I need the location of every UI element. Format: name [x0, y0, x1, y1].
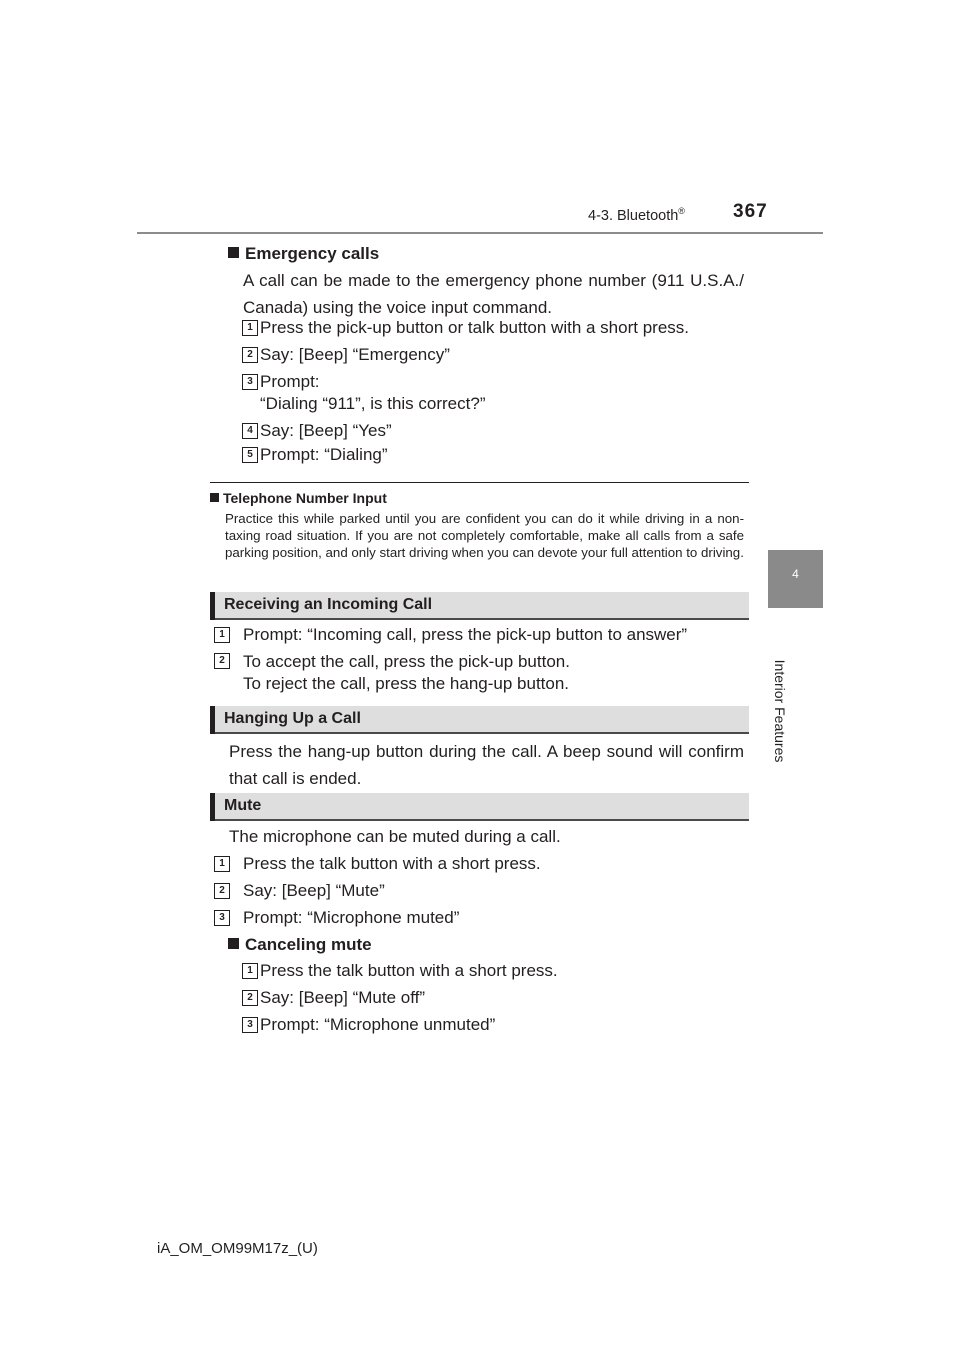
document-code: iA_OM_OM99M17z_(U)	[157, 1240, 318, 1257]
receiving-step-1: Prompt: “Incoming call, press the pick-up button to answer”	[243, 625, 688, 644]
section-header	[588, 206, 685, 224]
heading-edge	[210, 793, 215, 821]
emergency-title	[228, 240, 379, 267]
emergency-step-5: Prompt: “Dialing”	[260, 445, 388, 464]
step-number-icon: 5	[242, 447, 258, 463]
receiving-step-2-line2: To reject the call, press the hang-up button.	[243, 674, 570, 693]
cancel-step-3: Prompt: “Microphone unmuted”	[260, 1015, 496, 1034]
section-heading-mute	[210, 793, 749, 821]
registered-mark: ®	[678, 206, 685, 216]
mute-step-1: Press the talk button with a short press.	[243, 854, 541, 873]
note-divider	[210, 482, 749, 483]
emergency-step-3-line2: “Dialing “911”, is this correct?”	[260, 394, 486, 413]
section-heading-hangup	[210, 706, 749, 734]
note-title	[210, 490, 387, 506]
step-number-icon: 2	[242, 347, 258, 363]
emergency-title-text: Emergency calls	[245, 244, 380, 263]
step-number-icon: 1	[214, 627, 230, 643]
cancel-mute-title	[228, 931, 372, 958]
heading-label: Hanging Up a Call	[224, 710, 361, 727]
chapter-tab-number: 4	[792, 567, 799, 581]
note-title-text: Telephone Number Input	[223, 490, 387, 506]
step-number-icon: 2	[214, 883, 230, 899]
mute-intro: The microphone can be muted during a call.	[229, 827, 561, 846]
cancel-step-2: Say: [Beep] “Mute off”	[260, 988, 426, 1007]
step-number-icon: 2	[242, 990, 258, 1006]
emergency-intro: A call can be made to the emergency phone number (911 U.S.A./ Canada) using the voice input command.	[243, 271, 744, 317]
step-number-icon: 1	[242, 320, 258, 336]
step-number-icon: 3	[214, 910, 230, 926]
heading-label: Mute	[224, 797, 262, 814]
receiving-step-2: To accept the call, press the pick-up button.	[243, 652, 570, 671]
step-number-icon: 3	[242, 1017, 258, 1033]
emergency-step-4: Say: [Beep] “Yes”	[260, 421, 392, 440]
heading-edge	[210, 592, 215, 620]
emergency-step-3: Prompt:	[260, 372, 320, 391]
cancel-mute-title-text: Canceling mute	[245, 935, 372, 954]
section-heading-receiving	[210, 592, 749, 620]
step-number-icon: 1	[242, 963, 258, 979]
note-body: Practice this while parked until you are confident you can do it while driving in a non-taxing road situation. If you are not completely comfortable, make all calls from a safe parking position, and only start driving when you can devote your full attention to driving.	[225, 511, 744, 560]
cancel-step-1: Press the talk button with a short press.	[260, 961, 558, 980]
mute-step-2: Say: [Beep] “Mute”	[243, 881, 385, 900]
page-number: 367	[733, 201, 768, 222]
square-bullet-icon	[210, 493, 219, 502]
header-rule	[137, 232, 823, 234]
heading-label: Receiving an Incoming Call	[224, 596, 433, 613]
mute-step-3: Prompt: “Microphone muted”	[243, 908, 460, 927]
step-number-icon: 1	[214, 856, 230, 872]
emergency-step-1: Press the pick-up button or talk button with a short press.	[260, 318, 689, 337]
chapter-side-label-text: Interior Features	[772, 659, 788, 763]
square-bullet-icon	[228, 938, 239, 949]
emergency-step-2: Say: [Beep] “Emergency”	[260, 345, 450, 364]
hangup-text: Press the hang-up button during the call. A beep sound will confirm that call is ended.	[229, 742, 744, 788]
square-bullet-icon	[228, 247, 239, 258]
section-title: 4-3. Bluetooth	[588, 207, 679, 224]
step-number-icon: 4	[242, 423, 258, 439]
chapter-side-label	[770, 648, 790, 778]
heading-edge	[210, 706, 215, 734]
step-number-icon: 3	[242, 374, 258, 390]
step-number-icon: 2	[214, 653, 230, 669]
